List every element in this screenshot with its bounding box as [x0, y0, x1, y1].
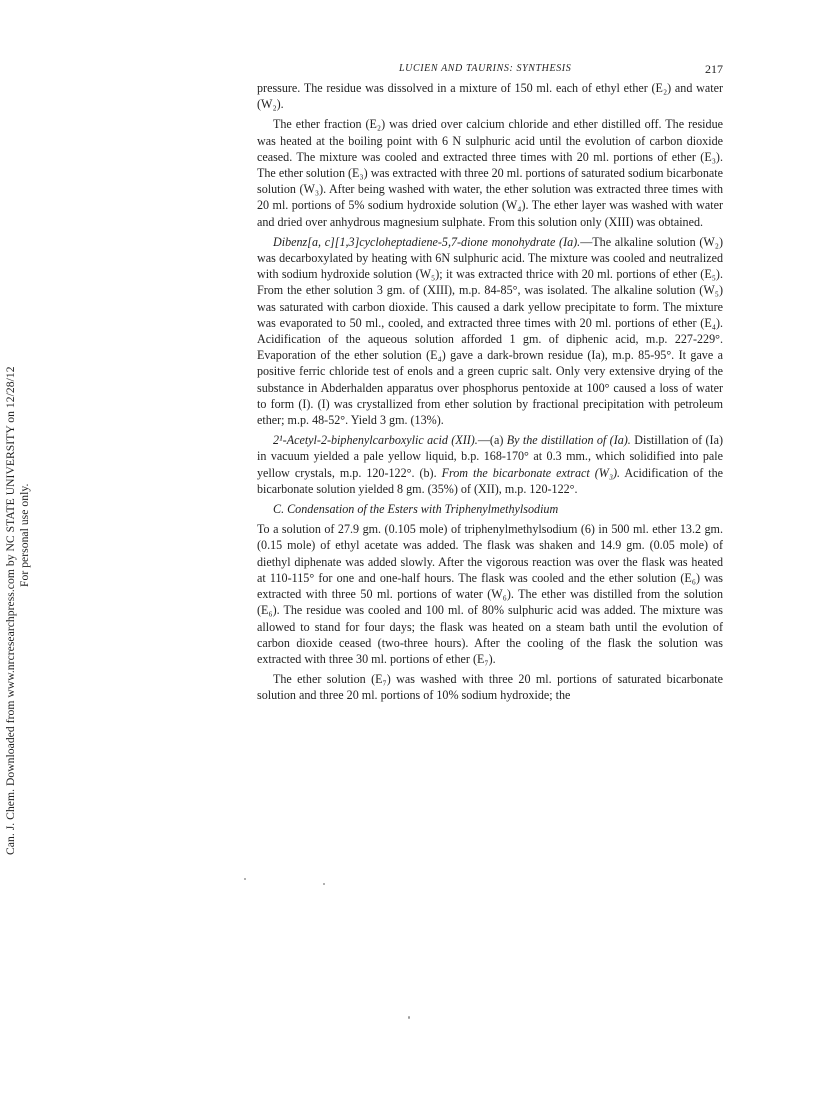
download-watermark — [2, 366, 34, 1105]
article-body — [257, 80, 723, 704]
paragraph-4: 2¹-Acetyl-2-biphenylcarboxylic acid (XII).—(a) By the distillation of (Ia). Distillation of (Ia) in vacuum yielded a pale yellow liquid, b.p. 168-170° at 0.3 mm., which solidified into pale yellow crystals, m.p. 120-122°. (b). From the bicarbonate extract (W₃). Acidification of the bicarbonate solution yielded 8 gm. (35%) of (XII), m.p. 120-122°. — [257, 433, 724, 496]
paragraph-3-text: —The alkaline solution (W₂) was decarboxylated by heating with 6N sulphuric acid. The mixture was cooled and neutralized with sodium hydroxide solution (W₅); it was extracted thrice with 20 ml. portions of ether (E₅). From the ether solution 3 gm. of (XIII), m.p. 84-85°, was isolated. The alkaline solution (W₅) was saturated with carbon dioxide. This caused a dark yellow precipitate to form. The mixture was evaporated to 50 ml., cooled, and extracted three times with 20 ml. portions of ether (E₄). Acidification of the aqueous solution afforded 1 gm. of diphenic acid, m.p. 227-229°. Evaporation of the ether solution (E₄) gave a dark-brown residue (Ia), m.p. 85-95°. It gave a positive ferric chloride test of enols and a green cupric salt. Only very extensive drying of the substance in Abderhalden apparatus over phosphorus pentoxide at 100° caused a loss of water to form (I). (I) was crystallized from ether solution by fractional precipitation with petroleum ether; m.p. 48-52°. Yield 3 gm. (13%). — [257, 234, 724, 428]
personal-use-notice: For personal use only. — [18, 483, 31, 587]
page-number: 217 — [705, 62, 723, 76]
paragraph-1: pressure. The residue was dissolved in a mixture of 150 ml. each of ethyl ether (E₂) and water (W₂). — [257, 81, 723, 112]
section-heading-c: C. Condensation of the Esters with Triphenylmethylsodium — [273, 502, 559, 517]
paragraph-3 — [257, 234, 723, 428]
paragraph-5: To a solution of 27.9 gm. (0.105 mole) of triphenylmethylsodium (6) in 500 ml. ether 13.2 gm. (0.15 mole) of ethyl acetate was added. The flask was shaken and 14.9 gm. (0.05 mole) of diethyl diphenate was added slowly. After the vigorous reaction was over the flask was heated at 110-115° for one and one-half hours. The flask was cooled and the ether solution (E₆) was extracted with three 50 ml. portions of water (W₆). The ether was distilled from the solution (E₆). The residue was cooled and 100 ml. of 80% sulphuric acid was added. The mixture was allowed to stand for four days; the flask was heated on a steam bath until the evolution of carbon dioxide ceased (two-three hours). After the cooling of the flask the solution was extracted with three 30 ml. portions of ether (E₇). — [257, 522, 723, 666]
paragraph-2: The ether fraction (E₂) was dried over calcium chloride and ether distilled off. The residue was heated at the boiling point with 6 N sulphuric acid until the evolution of carbon dioxide ceased. The mixture was cooled and extracted three times with 20 ml. portions of ether (E₃). The ether solution (E₃) was extracted with three 20 ml. portions of saturated sodium bicarbonate solution (W₃). After being washed with water, the ether solution was extracted three times with 20 ml. portions of 5% sodium hydroxide solution (W₄). The ether layer was washed with water and dried over anhydrous magnesium sulphate. From this solution only (XIII) was obtained. — [257, 117, 723, 229]
subheading-bicarbonate: From the bicarbonate extract (W₃). — [441, 465, 621, 480]
compound-heading-ia: Dibenz[a, c][1,3]cycloheptadiene-5,7-dione monohydrate (Ia). — [273, 234, 581, 249]
scan-speck — [323, 883, 325, 885]
paragraph-6: The ether solution (E₇) was washed with three 20 ml. portions of saturated bicarbonate solution and three 20 ml. portions of 10% sodium hydroxide; the — [257, 672, 723, 703]
scan-speck — [244, 878, 246, 880]
subheading-distillation: By the distillation of (Ia). — [506, 433, 631, 448]
running-header — [257, 62, 723, 78]
download-notice: Can. J. Chem. Downloaded from www.nrcresearchpress.com by NC STATE UNIVERSITY on 12/28/12 — [4, 366, 17, 855]
scan-speck — [408, 1016, 410, 1019]
compound-heading-xii: 2¹-Acetyl-2-biphenylcarboxylic acid (XII). — [273, 433, 478, 448]
running-title: LUCIEN AND TAURINS: SYNTHESIS — [399, 63, 572, 74]
